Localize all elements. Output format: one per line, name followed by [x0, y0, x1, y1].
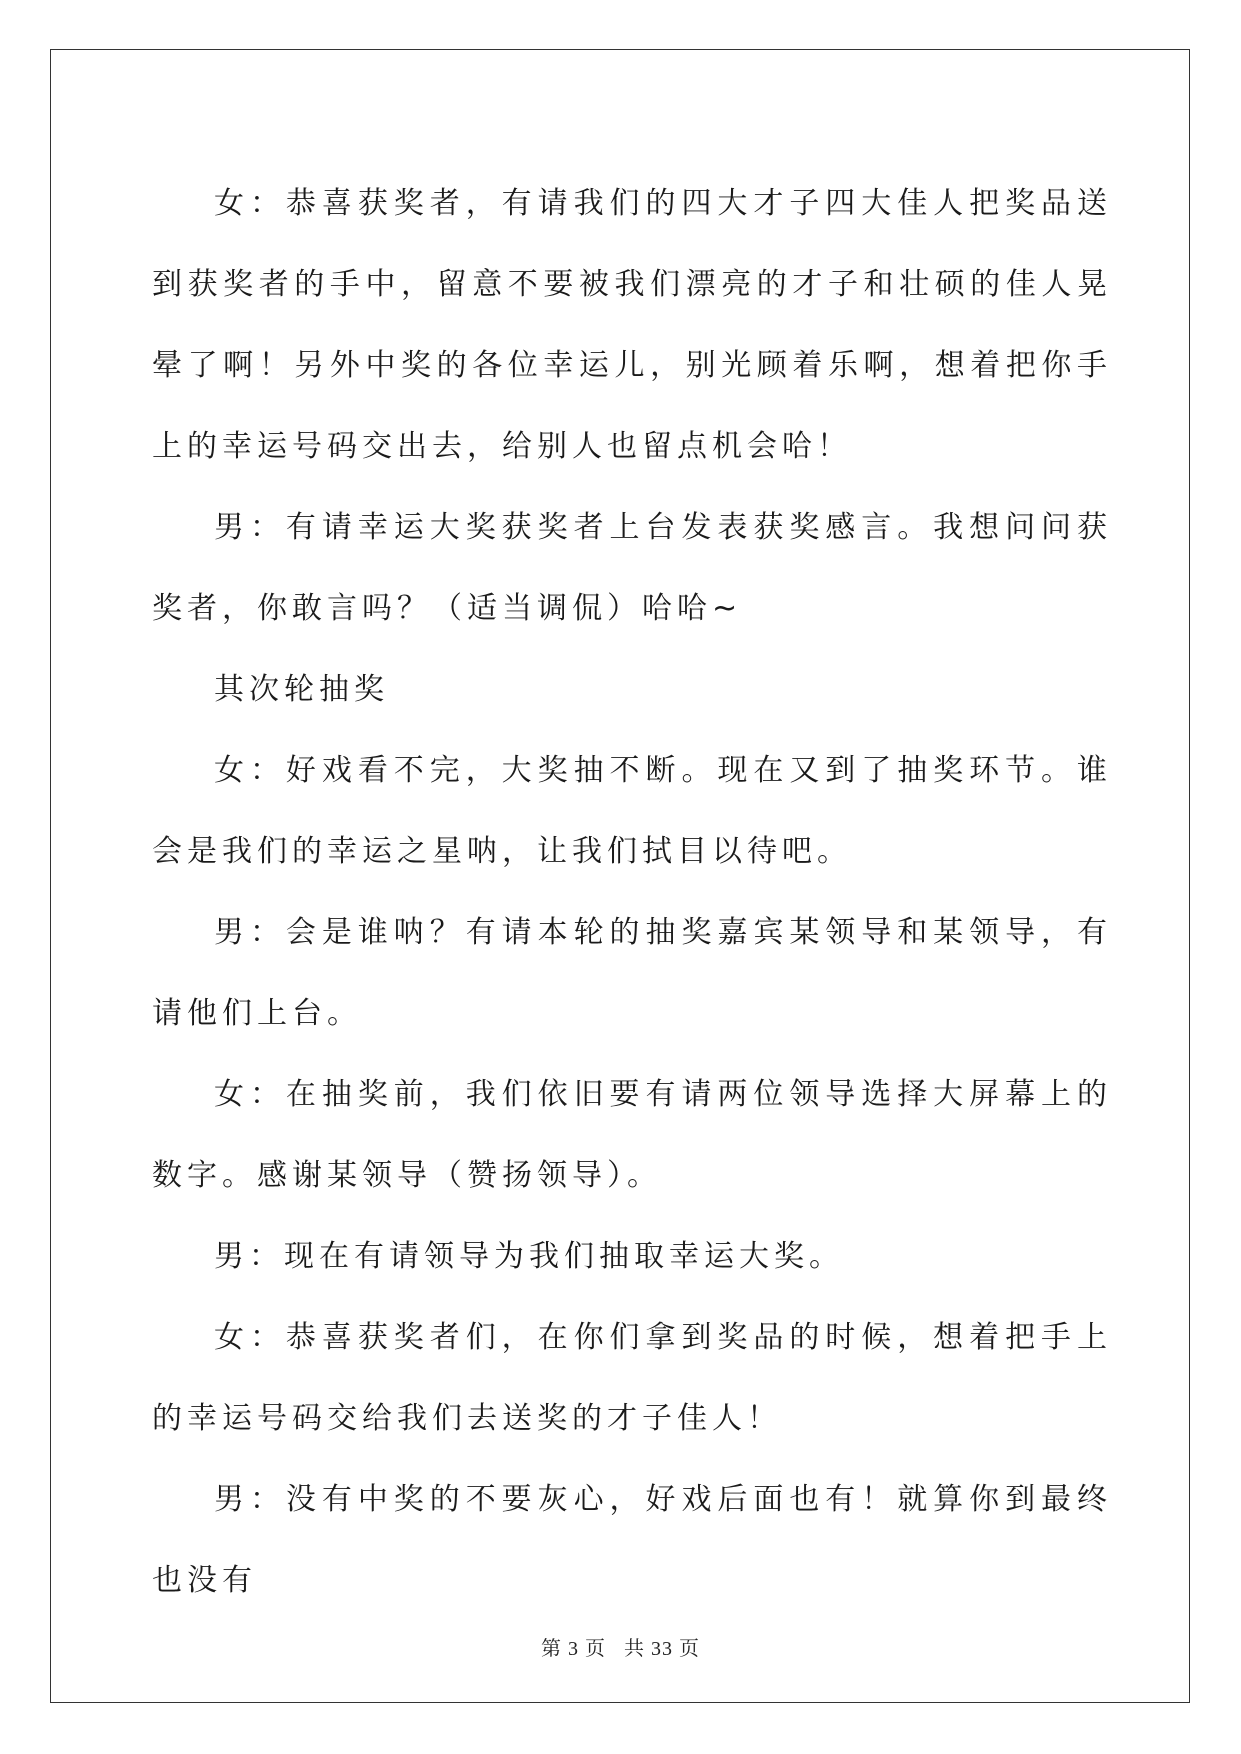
paragraph-8: 女：恭喜获奖者们，在你们拿到奖品的时候，想着把手上的幸运号码交给我们去送奖的才子佳人！ — [152, 1320, 1112, 1436]
page-total-label: 共 33 页 — [624, 1638, 700, 1660]
paragraph-3-heading: 其次轮抽奖 — [214, 672, 389, 707]
paragraph-9: 男：没有中奖的不要灰心，好戏后面也有！就算你到最终也没有 — [152, 1482, 1112, 1598]
paragraph-6: 女：在抽奖前，我们依旧要有请两位领导选择大屏幕上的数字。感谢某领导（赞扬领导）。 — [152, 1077, 1112, 1193]
document-body — [152, 163, 1112, 1621]
paragraph-2: 男：有请幸运大奖获奖者上台发表获奖感言。我想问问获奖者，你敢言吗？（适当调侃）哈哈~ — [152, 510, 1112, 626]
paragraph-5: 男：会是谁呐？有请本轮的抽奖嘉宾某领导和某领导，有请他们上台。 — [152, 915, 1112, 1031]
page-number-label: 第 3 页 — [541, 1638, 606, 1660]
paragraph-7: 男：现在有请领导为我们抽取幸运大奖。 — [214, 1239, 844, 1274]
paragraph-4: 女：好戏看不完，大奖抽不断。现在又到了抽奖环节。谁会是我们的幸运之星呐，让我们拭目以待吧。 — [152, 753, 1112, 869]
page-footer — [0, 1632, 1241, 1661]
paragraph-1: 女：恭喜获奖者，有请我们的四大才子四大佳人把奖品送到获奖者的手中，留意不要被我们漂亮的才子和壮硕的佳人晃晕了啊！另外中奖的各位幸运儿，别光顾着乐啊，想着把你手上的幸运号码交出去，给别人也留点机会哈！ — [152, 186, 1112, 464]
